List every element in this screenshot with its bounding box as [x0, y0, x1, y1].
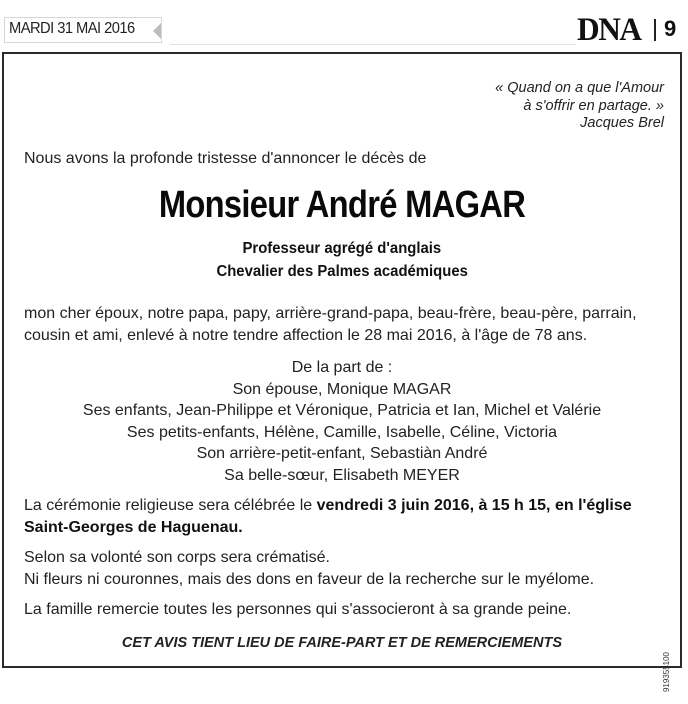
family-line: Son épouse, Monique MAGAR [232, 380, 452, 398]
family-line: Sa belle-sœur, Elisabeth MEYER [224, 466, 460, 484]
obituary-notice [2, 52, 682, 693]
deceased-name [4, 184, 680, 227]
reference-number [662, 652, 676, 704]
deceased-title [4, 240, 680, 258]
family-line: Ses enfants, Jean-Philippe et Véronique, Patricia et Ian, Michel et Valérie [82, 402, 602, 419]
quote-author: Jacques Brel [580, 115, 664, 131]
relation-paragraph [24, 303, 637, 346]
deceased-name-text: Monsieur André MAGAR [158, 184, 526, 226]
ceremony-paragraph [24, 495, 632, 538]
closing-notice: CET AVIS TIENT LIEU DE FAIRE-PART ET DE REMERCIEMENTS [121, 635, 563, 651]
family-line: De la part de : [291, 359, 393, 376]
family-list [4, 357, 680, 486]
ceremony-line [24, 495, 632, 517]
wishes-line: Ni fleurs ni couronnes, mais des dons en faveur de la recherche sur le myélome. [24, 570, 595, 588]
deceased-honour [4, 263, 680, 281]
paragraph-line: cousin et ami, enlevé à notre tendre affection le 28 mai 2016, à l'âge de 78 ans. [24, 326, 588, 344]
honour-text: Chevalier des Palmes académiques [216, 263, 468, 280]
ceremony-place: Saint-Georges de Haguenau. [24, 518, 243, 536]
quote-line: « Quand on a que l'Amour [495, 80, 664, 96]
logo-separator [654, 19, 656, 41]
reference-text: 919355100 [662, 652, 671, 693]
page-number: 9 [664, 16, 677, 41]
epigraph-quote [495, 80, 664, 133]
newspaper-header [0, 0, 688, 46]
paragraph-line: mon cher époux, notre papa, papy, arrière-grand-papa, beau-frère, beau-père, parrain, [24, 305, 637, 322]
family-line: Son arrière-petit-enfant, Sebastiàn André [196, 445, 488, 462]
quote-line: à s'offrir en partage. » [523, 97, 664, 114]
title-text: Professeur agrégé d'anglais [242, 240, 442, 257]
ceremony-prefix: La cérémonie religieuse sera célébrée le [24, 497, 317, 514]
dna-logo: DNA [577, 12, 641, 48]
tab-arrow-icon [153, 23, 161, 39]
wishes-line: Selon sa volonté son corps sera crématisé. [24, 549, 330, 566]
wishes-paragraph [24, 547, 594, 590]
ceremony-line [24, 517, 632, 539]
header-rule [170, 44, 576, 45]
ceremony-date: vendredi 3 juin 2016, à 15 h 15, en l'église [316, 497, 632, 514]
family-line: Ses petits-enfants, Hélène, Camille, Isabelle, Céline, Victoria [126, 423, 558, 441]
thanks-line: La famille remercie toutes les personnes qui s'associeront à sa grande peine. [24, 601, 572, 618]
issue-date: MARDI 31 MAI 2016 [9, 20, 135, 37]
announcement-intro: Nous avons la profonde tristesse d'annoncer le décès de [24, 150, 427, 167]
